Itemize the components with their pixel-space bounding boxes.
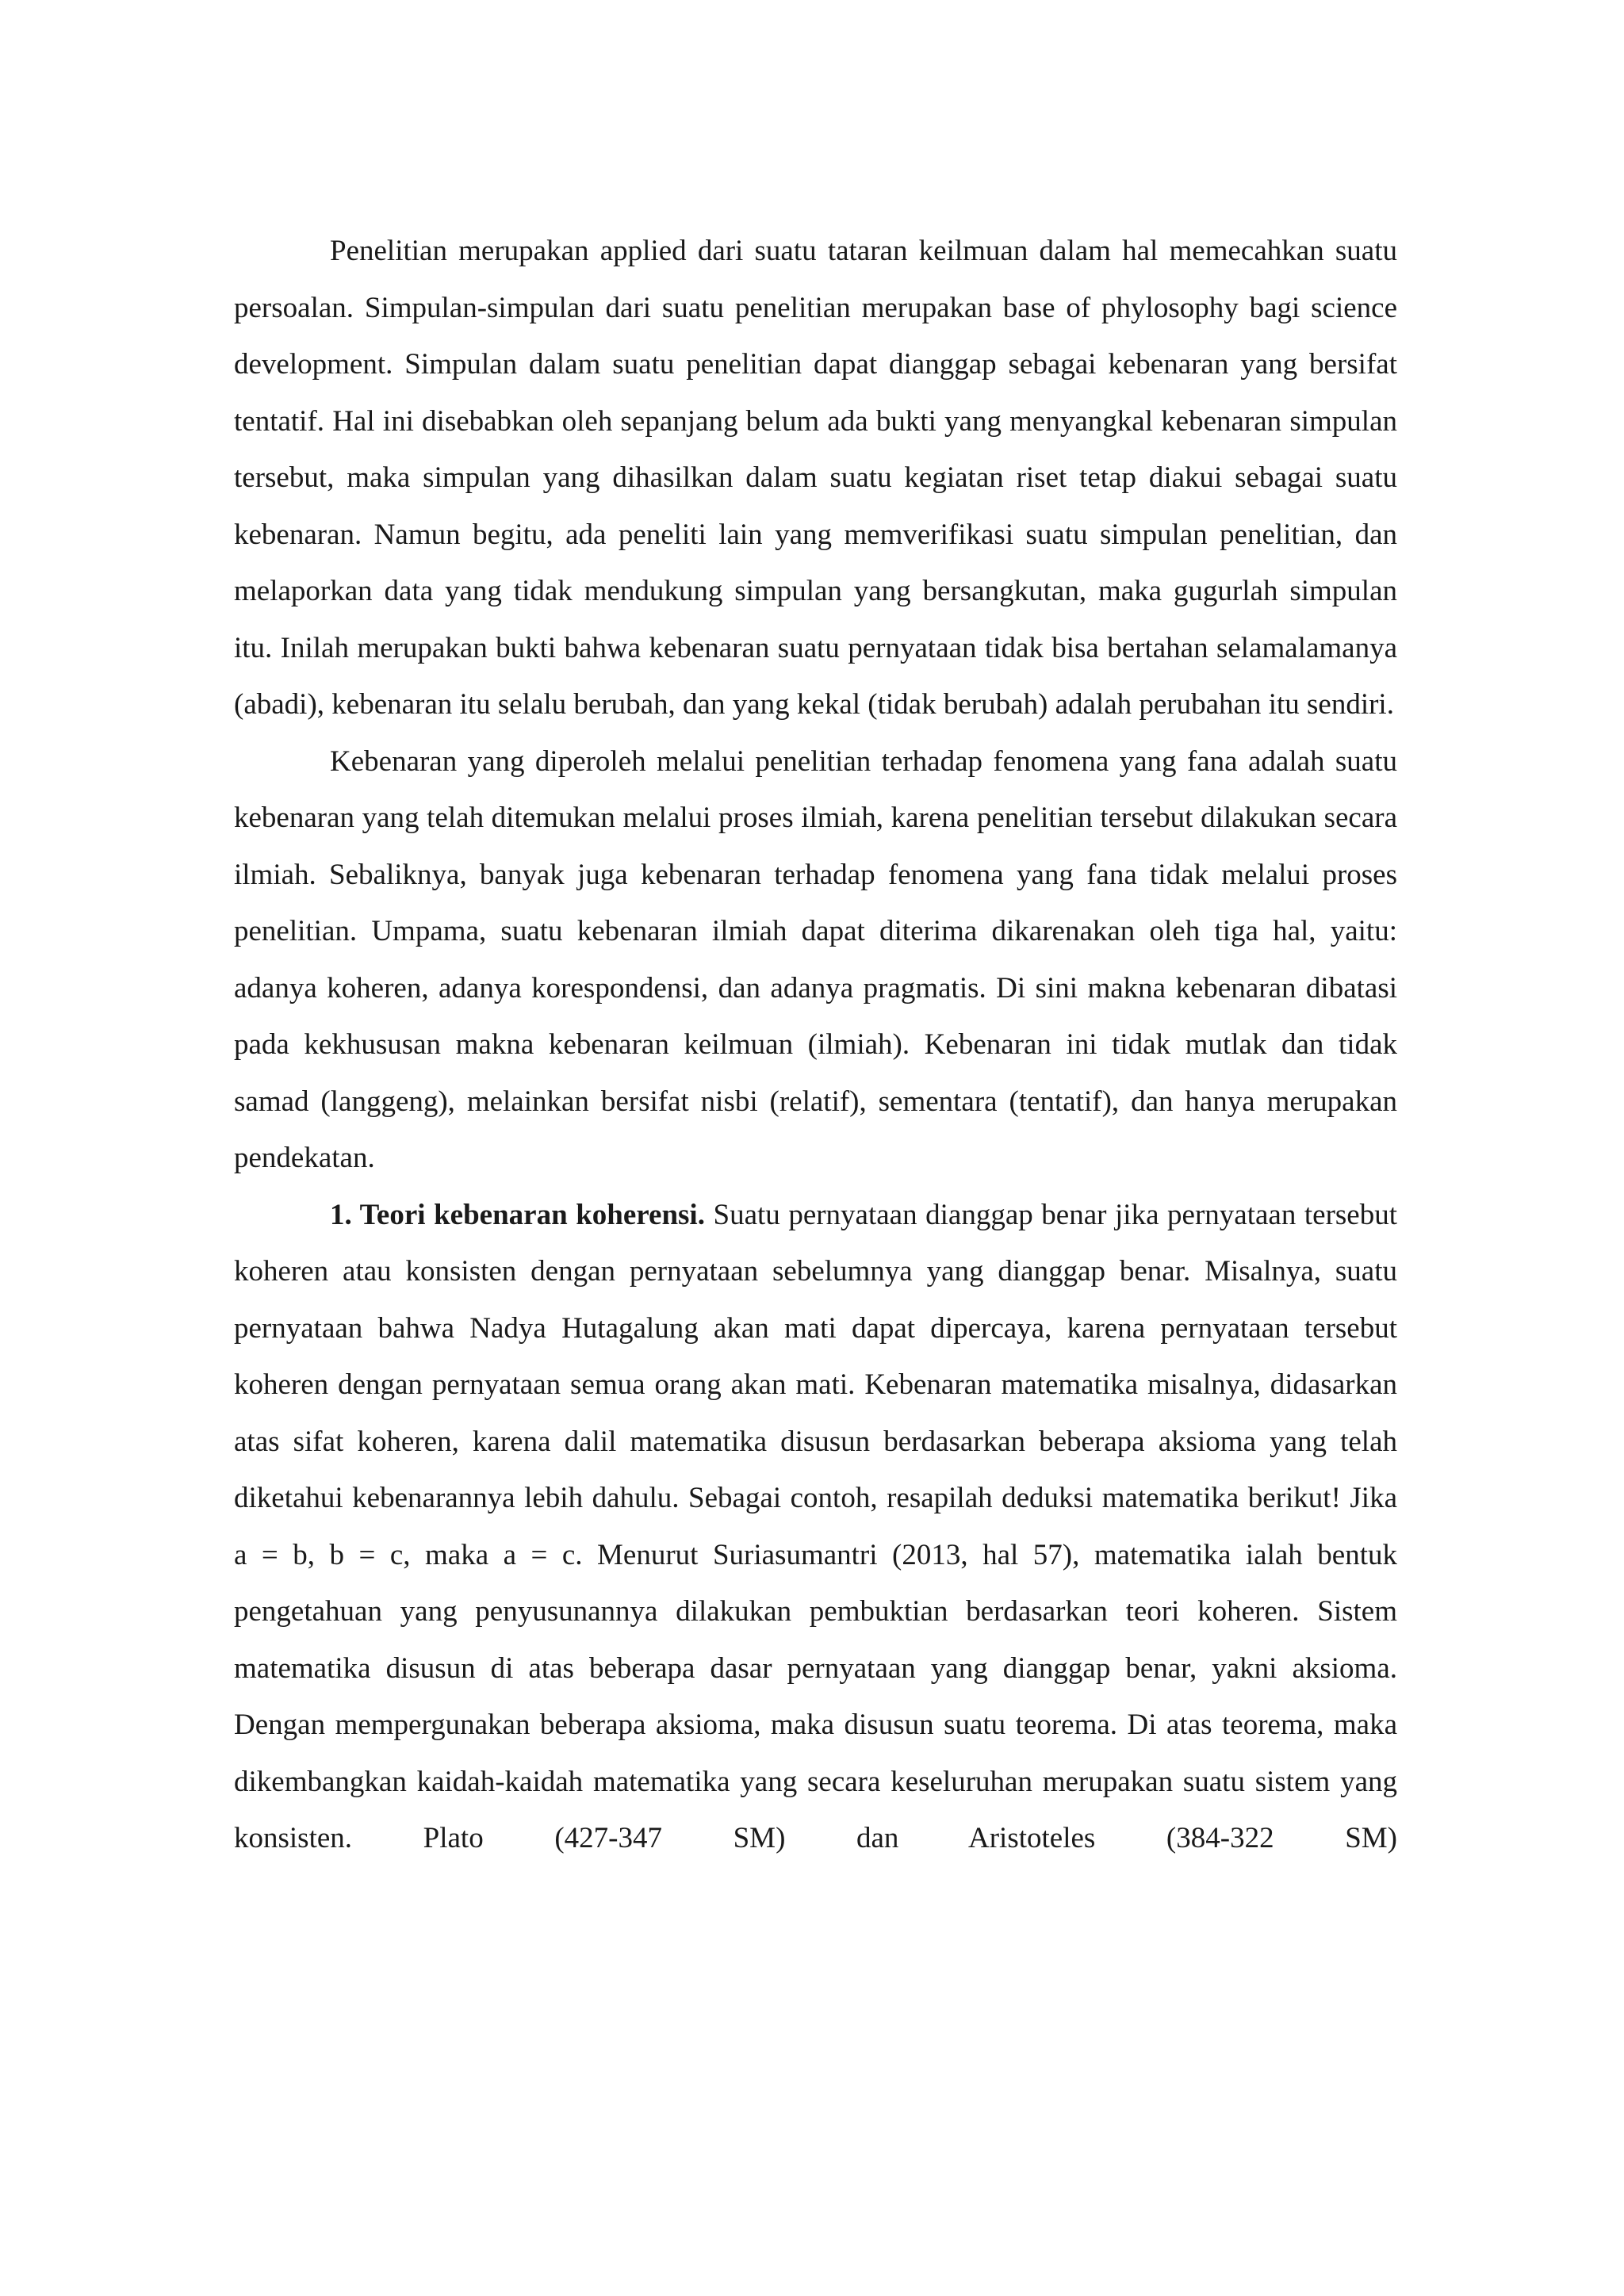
paragraph-1 [234, 223, 1397, 733]
paragraph-3 [234, 1187, 1397, 1867]
paragraph-1-text: Penelitian merupakan applied dari suatu tataran keilmuan dalam hal memecahkan suatu persoalan. Simpulan-simpulan dari suatu penelitian merupakan base of phylosophy bagi science development. Simpulan dalam suatu penelitian dapat dianggap sebagai kebenaran yang bersifat tentatif. Hal ini disebabkan oleh sepanjang belum ada bukti yang menyangkal kebenaran simpulan tersebut, maka simpulan yang dihasilkan dalam suatu kegiatan riset tetap diakui sebagai suatu kebenaran. Namun begitu, ada peneliti lain yang memverifikasi suatu simpulan penelitian, dan melaporkan data yang tidak mendukung simpulan yang bersangkutan, maka gugurlah simpulan itu. Inilah merupakan bukti bahwa kebenaran suatu pernyataan tidak bisa bertahan selamalamanya (abadi), kebenaran itu selalu berubah, dan yang kekal (tidak berubah) adalah perubahan itu sendiri. [234, 235, 1397, 721]
body-text [234, 223, 1397, 1867]
section-heading-koherensi: 1. Teori kebenaran koherensi. [330, 1198, 705, 1231]
paragraph-2-text: Kebenaran yang diperoleh melalui penelitian terhadap fenomena yang fana adalah suatu kebenaran yang telah ditemukan melalui proses ilmiah, karena penelitian tersebut dilakukan secara ilmiah. Sebaliknya, banyak juga kebenaran terhadap fenomena yang fana tidak melalui proses penelitian. Umpama, suatu kebenaran ilmiah dapat diterima dikarenakan oleh tiga hal, yaitu: adanya koheren, adanya korespondensi, dan adanya pragmatis. Di sini makna kebenaran dibatasi pada kekhususan makna kebenaran keilmuan (ilmiah). Kebenaran ini tidak mutlak dan tidak samad (langgeng), melainkan bersifat nisbi (relatif), sementara (tentatif), dan hanya merupakan pendekatan. [234, 744, 1397, 1174]
paragraph-2 [234, 733, 1397, 1187]
paragraph-3-text: Suatu pernyataan dianggap benar jika pernyataan tersebut koheren atau konsisten dengan pernyataan sebelumnya yang dianggap benar. Misalnya, suatu pernyataan bahwa Nadya Hutagalung akan mati dapat dipercaya, karena pernyataan tersebut koheren dengan pernyataan semua orang akan mati. Kebenaran matematika misalnya, didasarkan atas sifat koheren, karena dalil matematika disusun berdasarkan beberapa aksioma yang telah diketahui kebenarannya lebih dahulu. Sebagai contoh, resapilah deduksi matematika berikut! Jika a = b, b = c, maka a = c. Menurut Suriasumantri (2013, hal 57), matematika ialah bentuk pengetahuan yang penyusunannya dilakukan pembuktian berdasarkan teori koheren. Sistem matematika disusun di atas beberapa dasar pernyataan yang dianggap benar, yakni aksioma. Dengan mempergunakan beberapa aksioma, maka disusun suatu teorema. Di atas teorema, maka dikembangkan kaidah-kaidah matematika yang secara keseluruhan merupakan suatu sistem yang konsisten. Plato (427-347 SM) dan Aristoteles (384-322 SM) [234, 1198, 1397, 1854]
